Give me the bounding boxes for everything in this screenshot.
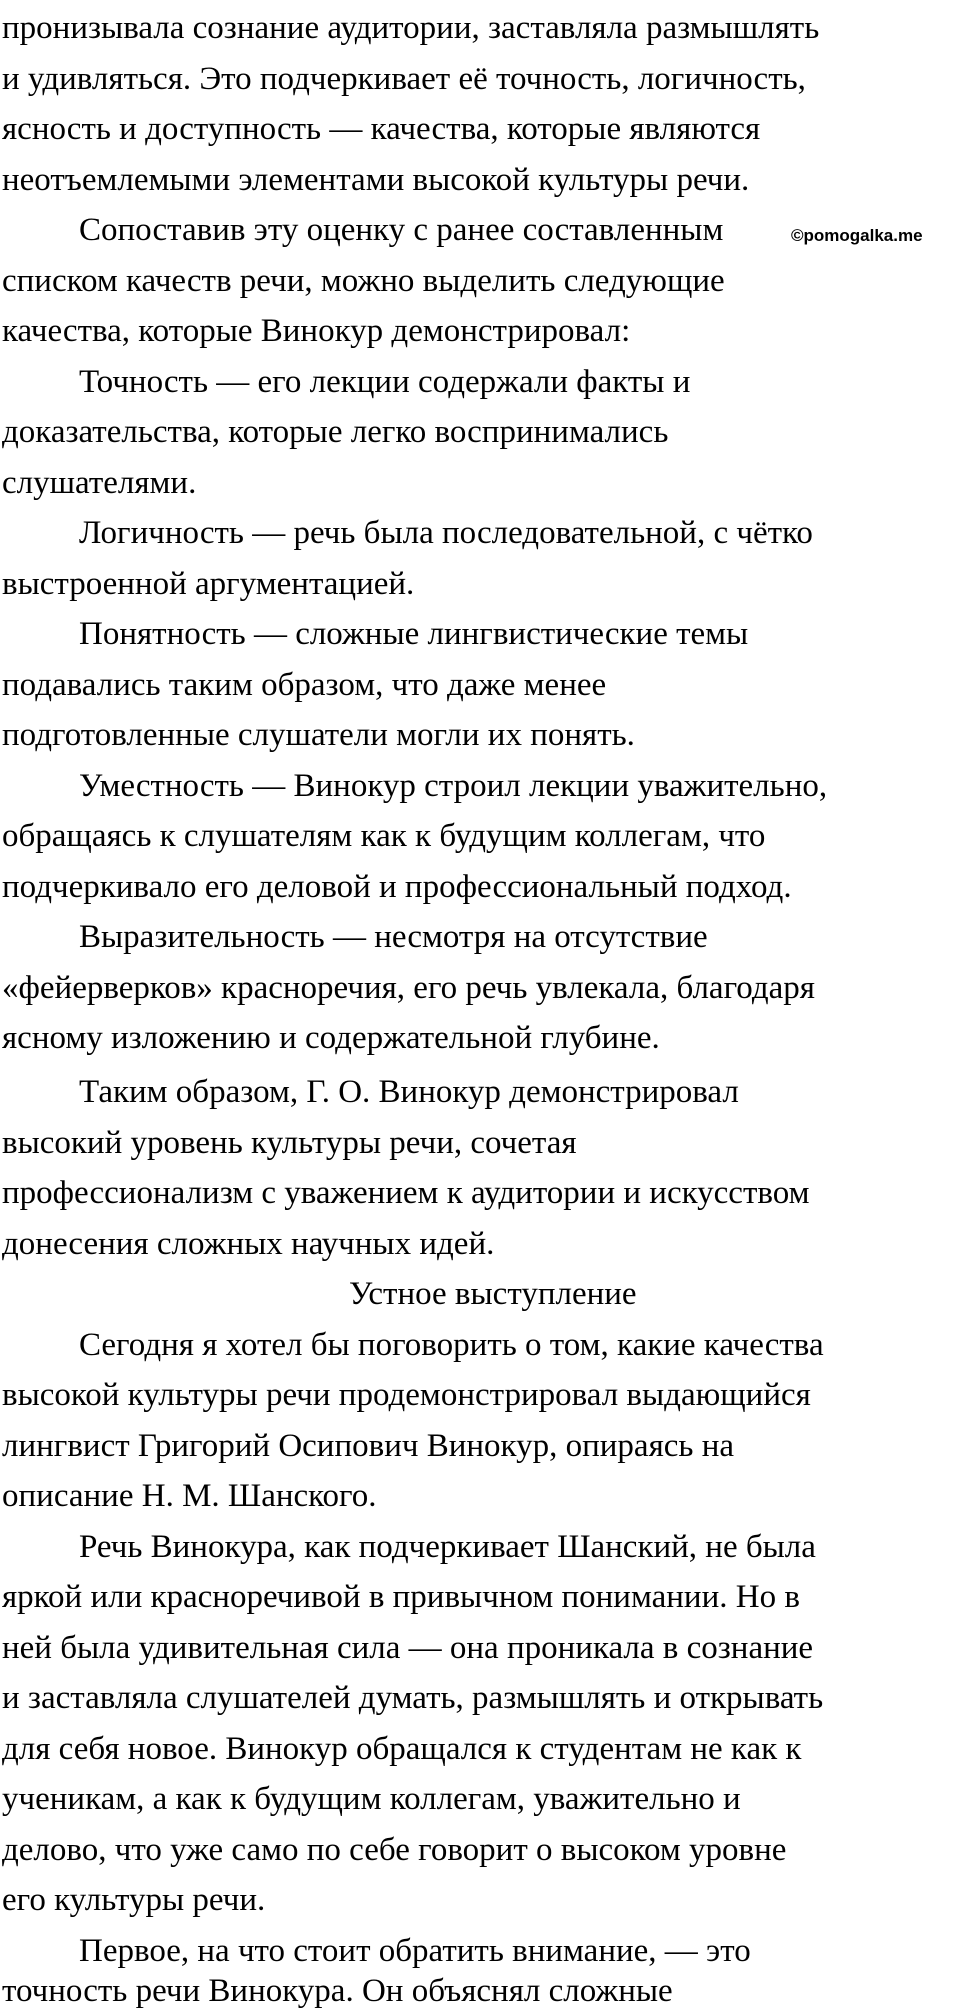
text-line: «фейерверков» красноречия, его речь увлекала, благодаря <box>2 970 815 1006</box>
text-line: качества, которые Винокур демонстрировал: <box>2 313 631 349</box>
text-line: высокий уровень культуры речи, сочетая <box>2 1125 577 1161</box>
text-line: описание Н. М. Шанского. <box>2 1478 377 1514</box>
text-line: Выразительность — несмотря на отсутствие <box>79 919 708 955</box>
text-line: яркой или красноречивой в привычном понимании. Но в <box>2 1579 800 1615</box>
text-line: Понятность — сложные лингвистические темы <box>79 616 749 652</box>
text-line: Первое, на что стоит обратить внимание, — это <box>79 1933 751 1969</box>
text-line: Сопоставив эту оценку с ранее составленным <box>79 212 724 248</box>
text-line: Точность — его лекции содержали факты и <box>79 364 691 400</box>
text-line: и удивляться. Это подчеркивает её точность, логичность, <box>2 61 806 97</box>
text-line: ней была удивительная сила — она проникала в сознание <box>2 1630 814 1666</box>
text-line: подавались таким образом, что даже менее <box>2 667 607 703</box>
text-line: неотъемлемыми элементами высокой культуры речи. <box>2 162 750 198</box>
text-line: для себя новое. Винокур обращался к студентам не как к <box>2 1731 802 1767</box>
text-line: Таким образом, Г. О. Винокур демонстрировал <box>79 1074 739 1110</box>
text-line: ясность и доступность — качества, которые являются <box>2 111 761 147</box>
text-line: ученикам, а как к будущим коллегам, уважительно и <box>2 1781 741 1817</box>
text-line: донесения сложных научных идей. <box>2 1226 495 1262</box>
text-line: профессионализм с уважением к аудитории и искусством <box>2 1175 810 1211</box>
text-line: ясному изложению и содержательной глубине. <box>2 1020 660 1056</box>
text-line: делово, что уже само по себе говорит о высоком уровне <box>2 1832 787 1868</box>
section-heading: Устное выступление <box>349 1276 637 1312</box>
text-line: Уместность — Винокур строил лекции уважительно, <box>79 768 828 804</box>
text-line: точность речи Винокура. Он объяснял сложные <box>2 1973 673 2009</box>
text-line: подготовленные слушатели могли их понять. <box>2 717 635 753</box>
text-line: Речь Винокура, как подчеркивает Шанский, не была <box>79 1529 816 1565</box>
text-line: подчеркивало его деловой и профессиональный подход. <box>2 869 792 905</box>
text-line: обращаясь к слушателям как к будущим коллегам, что <box>2 818 766 854</box>
text-line: и заставляла слушателей думать, размышлять и открывать <box>2 1680 824 1716</box>
text-line: доказательства, которые легко воспринимались <box>2 414 669 450</box>
watermark: ©pomogalka.me <box>791 226 923 245</box>
text-line: высокой культуры речи продемонстрировал выдающийся <box>2 1377 811 1413</box>
text-line: слушателями. <box>2 465 197 501</box>
text-line: лингвист Григорий Осипович Винокур, опираясь на <box>2 1428 735 1464</box>
text-line: его культуры речи. <box>2 1882 266 1918</box>
text-line: пронизывала сознание аудитории, заставляла размышлять <box>2 10 820 46</box>
text-line: Сегодня я хотел бы поговорить о том, какие качества <box>79 1327 824 1363</box>
text-line: выстроенной аргументацией. <box>2 566 415 602</box>
text-line: Логичность — речь была последовательной, с чётко <box>79 515 813 551</box>
text-line: списком качеств речи, можно выделить следующие <box>2 263 725 299</box>
